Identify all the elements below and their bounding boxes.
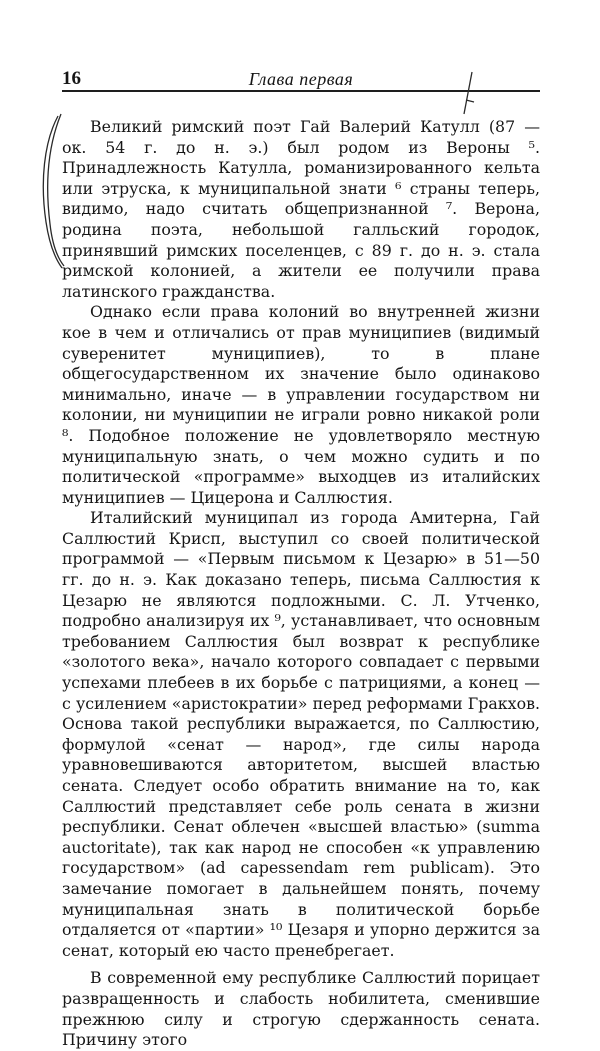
body-text xyxy=(62,117,540,1051)
paragraph: Однако если права колоний во внутренней жизни кое в чем и отличались от прав муниципиев (видимый суверенитет муниципиев), то в плане общегосударственном их значение было одинаково минимально, иначе — в управлении государством ни колонии, ни муниципии не играли ровно никакой роли ⁸. Подобное положение не удовлетворяло местную муниципальную знать, о чем можно судить и по политической «программе» выходцев из италийских муниципиев — Цицерона и Саллюстия. xyxy=(62,302,540,507)
paragraph: Великий римский поэт Гай Валерий Катулл (87 — ок. 54 г. до н. э.) был родом из Вероны ⁵. Принадлежность Катулла, романизированного кельта или этруска, к муниципальной знати ⁶ страны теперь, видимо, надо считать общепризнанной ⁷. Верона, родина поэта, небольшой галльский городок, принявший римских поселенцев, с 89 г. до н. э. стала римской колонией, а жители ее получили права латинского гражданства. xyxy=(62,117,540,301)
chapter-title: Глава первая xyxy=(248,69,354,89)
paragraph: Италийский муниципал из города Амитерна, Гай Саллюстий Крисп, выступил со своей политической программой — «Первым письмом к Цезарю» в 51—50 гг. до н. э. Как доказано теперь, письма Саллюстия к Цезарю не являются подложными. С. Л. Утченко, подробно анализируя их ⁹, устанавливает, что основным требованием Саллюстия был возврат к республике «золотого века», начало которого совпадает с первыми успехами плебеев в их борьбе с патрициями, а конец — с усилением «аристократии» перед реформами Гракхов. Основа такой республики выражается, по Саллюстию, формулой «сенат — народ», где силы народа уравновешиваются авторитетом, высшей властью сената. Следует особо обратить внимание на то, как Саллюстий представляет себе роль сената в жизни республики. Сенат облечен «высшей властью» (summa auctoritate), так как народ не способен «к управлению государством» (ad capessendam rem publicam). Это замечание помогает в дальнейшем понять, почему муниципальная знать в политической борьбе отдаляется от «партии» ¹⁰ Цезаря и упорно держится за сенат, который ею часто пренебрегает. xyxy=(62,508,540,960)
margin-slash-mark xyxy=(452,70,482,118)
page-number: 16 xyxy=(62,68,81,89)
paragraph: В современной ему республике Саллюстий порицает развращенность и слабость нобилитета, сменившие прежнюю силу и строгую сдержанность сената. Причину этого xyxy=(62,968,540,1050)
